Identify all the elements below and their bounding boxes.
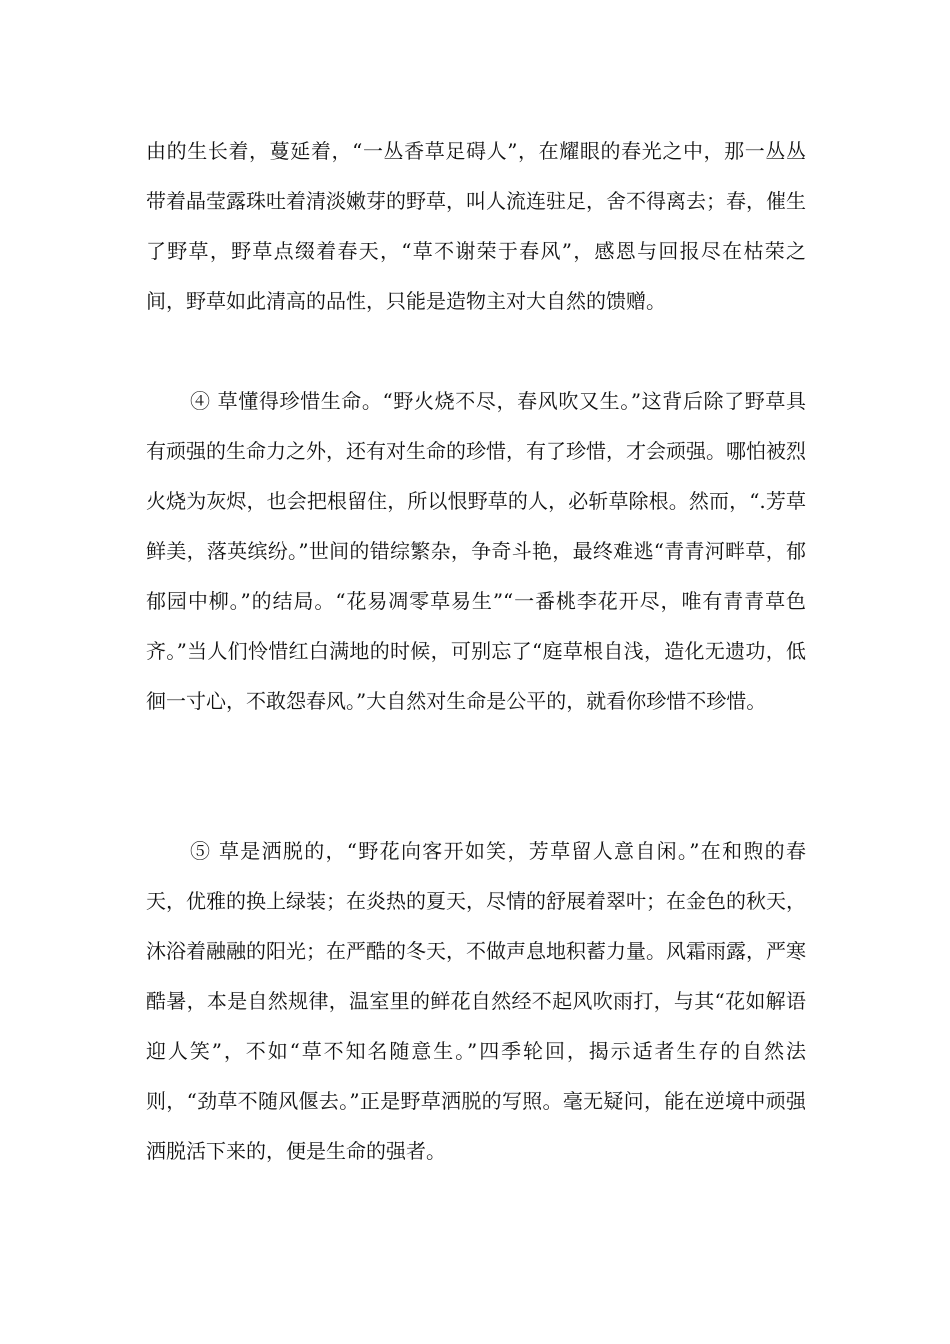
paragraph-continuation: 由的生长着，蔓延着，“一丛香草足碍人”，在耀眼的春光之中，那一丛丛带着晶莹露珠吐着清淡嫩芽的野草，叫人流连驻足，舍不得离去；春，催生了野草，野草点缀着春天，“草不谢荣于春风”，感恩与回报尽在枯荣之间，野草如此清高的品性，只能是造物主对大自然的馈赠。 xyxy=(146,139,806,313)
paragraph-5: ⑤ 草是洒脱的，“野花向客开如笑，芳草留人意自闲。”在和煦的春天，优雅的换上绿装；在炎热的夏天，尽情的舒展着翠叶；在金色的秋天，沐浴着融融的阳光；在严酷的冬天，不做声息地积蓄力量。风霜雨露，严寒酷暑，本是自然规律，温室里的鲜花自然经不起风吹雨打，与其“花如解语迎人笑”，不如“草不知名随意生。”四季轮回，揭示适者生存的自然法则，“劲草不随风偃去。”正是野草洒脱的写照。毫无疑问，能在逆境中顽强洒脱活下来的，便是生命的强者。 xyxy=(146,839,806,1163)
paragraph-4: ④ 草懂得珍惜生命。“野火烧不尽，春风吹又生。”这背后除了野草具有顽强的生命力之外，还有对生命的珍惜，有了珍惜，才会顽强。哪怕被烈火烧为灰烬，也会把根留住，所以恨野草的人，必斩草除根。然而，“.芳草鲜美，落英缤纷。”世间的错综繁杂，争奇斗艳，最终难逃“青青河畔草，郁郁园中柳。”的结局。“花易凋零草易生”“一番桃李花开尽，唯有青青草色齐。”当人们怜惜红白满地的时候，可别忘了“庭草根自浅，造化无遗功，低徊一寸心，不敢怨春风。”大自然对生命是公平的，就看你珍惜不珍惜。 xyxy=(146,389,806,713)
